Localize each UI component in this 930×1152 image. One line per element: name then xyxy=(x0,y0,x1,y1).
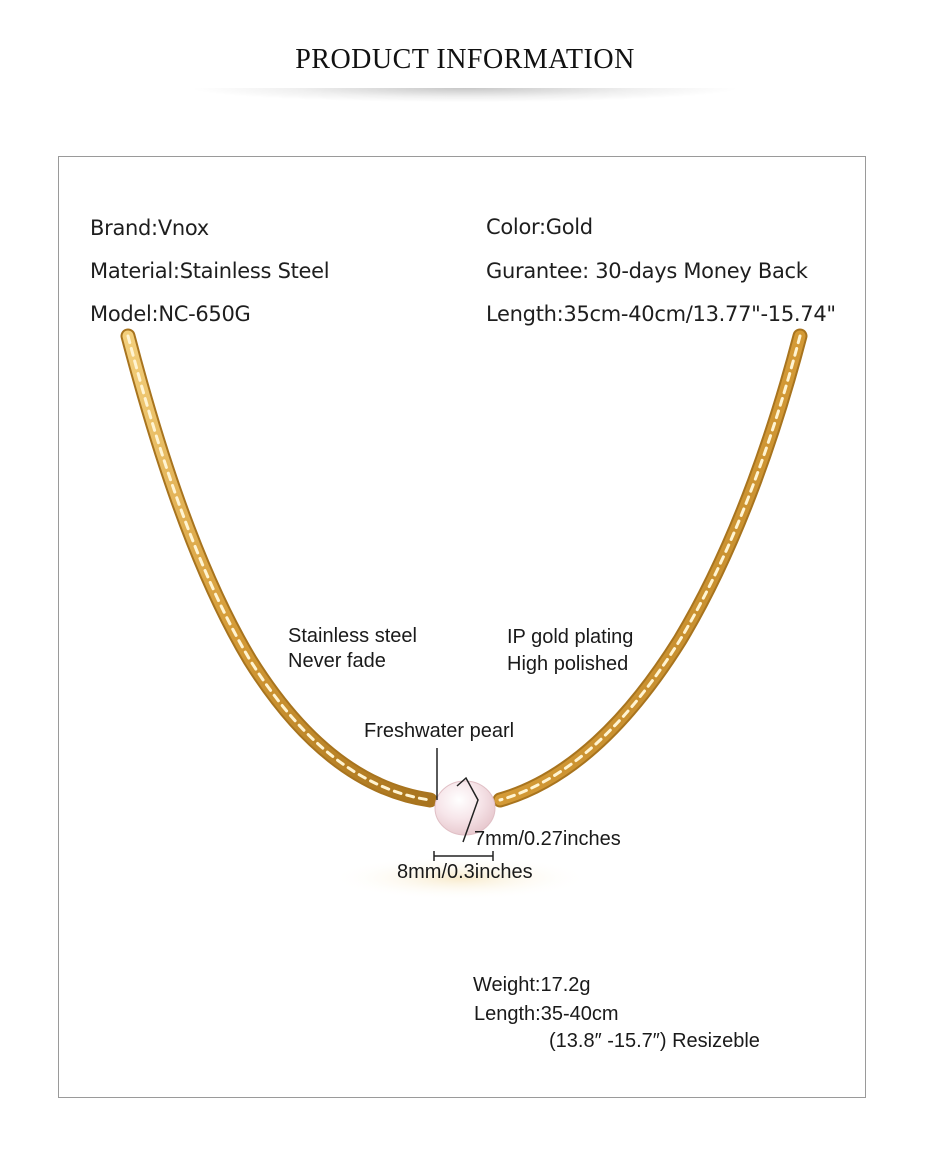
callout-pearl: Freshwater pearl xyxy=(364,720,515,742)
spec-material: Material:Stainless Steel xyxy=(90,259,330,283)
callout-plating-line2: High polished xyxy=(507,653,629,675)
callout-material-line1: Stainless steel xyxy=(288,625,417,647)
spec-brand: Brand:Vnox xyxy=(90,216,209,240)
spec-length: Length:35cm-40cm/13.77"-15.74" xyxy=(486,302,836,326)
pearl-height-label: 7mm/0.27inches xyxy=(474,828,621,850)
page-title: PRODUCT INFORMATION xyxy=(295,44,635,75)
summary-weight: Weight:17.2g xyxy=(473,974,591,996)
callout-plating-line1: IP gold plating xyxy=(507,626,634,648)
summary-length-note: (13.8″ -15.7″) Resizeble xyxy=(549,1030,760,1052)
spec-color: Color:Gold xyxy=(486,215,593,239)
callout-material-line2: Never fade xyxy=(288,650,386,672)
chain-right-strand xyxy=(500,336,800,800)
summary-length: Length:35-40cm xyxy=(474,1003,619,1025)
spec-model: Model:NC-650G xyxy=(90,302,251,326)
pearl xyxy=(435,781,495,835)
spec-guarantee: Gurantee: 30-days Money Back xyxy=(486,259,808,283)
pearl-width-label: 8mm/0.3inches xyxy=(397,861,533,883)
